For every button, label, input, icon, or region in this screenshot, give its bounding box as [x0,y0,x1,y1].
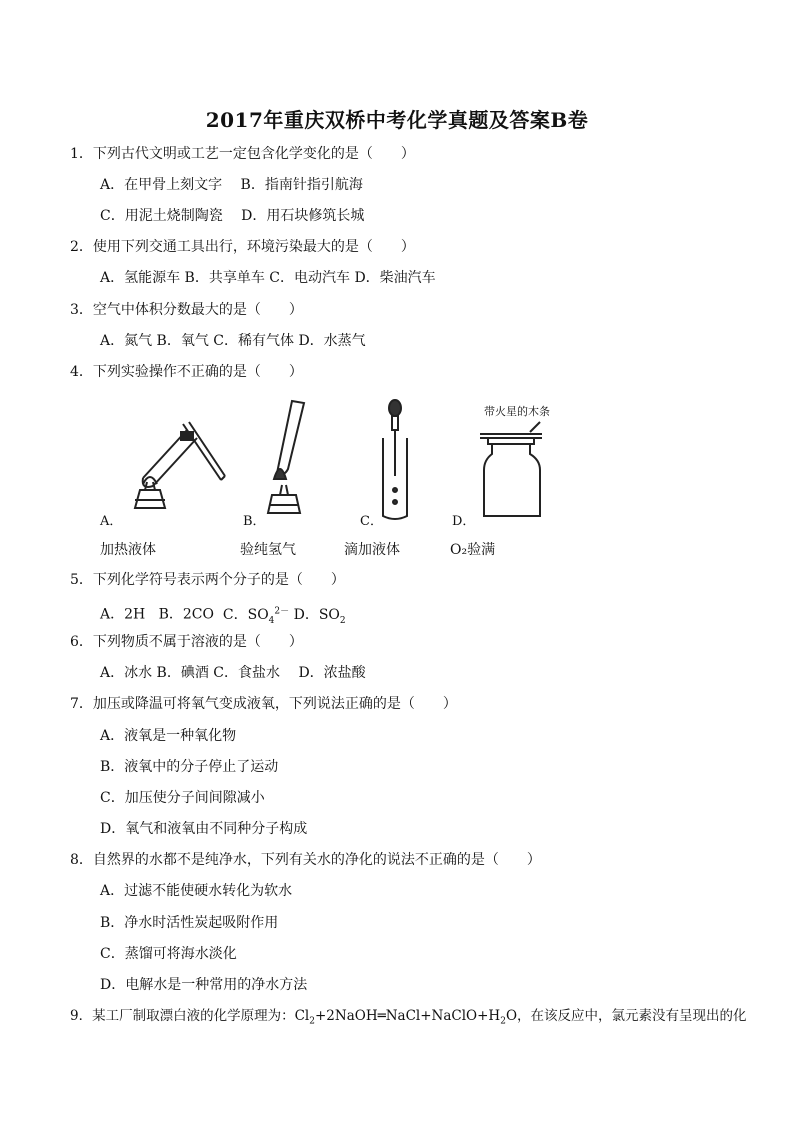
question-1-options-cd: C．用泥土烧制陶瓷 D．用石块修筑长城 [100,208,365,224]
oxygen-full-test-figure [478,420,558,522]
option-c: C．$SO_4^{2-}$ [222,606,290,626]
question-4-stem: 4．下列实验操作不正确的是（ ） [70,364,303,380]
question-7-stem: 7．加压或降温可将氧气变成液氧，下列说法正确的是（ ） [70,696,457,712]
question-8-option-a: A．过滤不能使硬水转化为软水 [100,883,293,899]
question-2-stem: 2．使用下列交通工具出行，环境污染最大的是（ ） [70,239,415,255]
question-6-options: A．冰水 B．碘酒 C．食盐水 D．浓盐酸 [100,665,366,681]
question-6-stem: 6．下列物质不属于溶液的是（ ） [70,634,303,650]
option-a: A．2H [100,606,146,623]
figure-label-d: D． [452,514,476,529]
dropping-liquid-figure [375,398,415,523]
question-8-stem: 8．自然界的水都不是纯净水，下列有关水的净化的说法不正确的是（ ） [70,852,541,868]
caption-b: 验纯氢气 [240,542,296,558]
question-7-option-a: A．液氧是一种氧化物 [100,728,237,744]
caption-c: 滴加液体 [344,542,400,558]
question-8-option-b: B．净水时活性炭起吸附作用 [100,915,279,931]
option-b: B．2CO [158,606,214,623]
question-7-option-c: C．加压使分子间间隙减小 [100,790,265,806]
question-9-stem: 9．某工厂制取漂白液的化学原理为：$Cl_2+2NaOH═NaCl+NaClO+H_2O$，在该反应中，氯元素没有呈现出的化 [70,1008,747,1027]
question-5-options [100,602,346,629]
heating-liquid-figure [115,410,230,520]
caption-a: 加热液体 [100,542,156,558]
option-d: D．$SO_2$ [293,606,346,626]
caption-d: O₂验满 [450,542,496,558]
question-7-option-b: B．液氧中的分子停止了运动 [100,759,279,775]
question-8-option-d: D．电解水是一种常用的净水方法 [100,977,308,993]
question-8-option-c: C．蒸馏可将海水淡化 [100,946,237,962]
question-2-options: A．氢能源车 B．共享单车 C．电动汽车 D．柴油汽车 [100,270,436,286]
figure-label-b: B． [243,514,266,529]
figure-label-c: C． [360,514,383,529]
question-1-options-ab: A．在甲骨上刻文字 B．指南针指引航海 [100,177,363,193]
figure-label-a: A． [100,514,123,529]
question-7-option-d: D．氧气和液氧由不同种分子构成 [100,821,308,837]
glowing-splint-label: 带火星的木条 [484,405,550,418]
question-3-options: A．氮气 B．氧气 C．稀有气体 D．水蒸气 [100,333,366,349]
hydrogen-purity-figure [260,395,320,520]
question-3-stem: 3．空气中体积分数最大的是（ ） [70,302,303,318]
question-5-stem: 5．下列化学符号表示两个分子的是（ ） [70,572,345,588]
page-title: 2017年重庆双桥中考化学真题及答案B卷 [205,108,589,132]
question-1-stem: 1．下列古代文明或工艺一定包含化学变化的是（ ） [70,146,415,162]
